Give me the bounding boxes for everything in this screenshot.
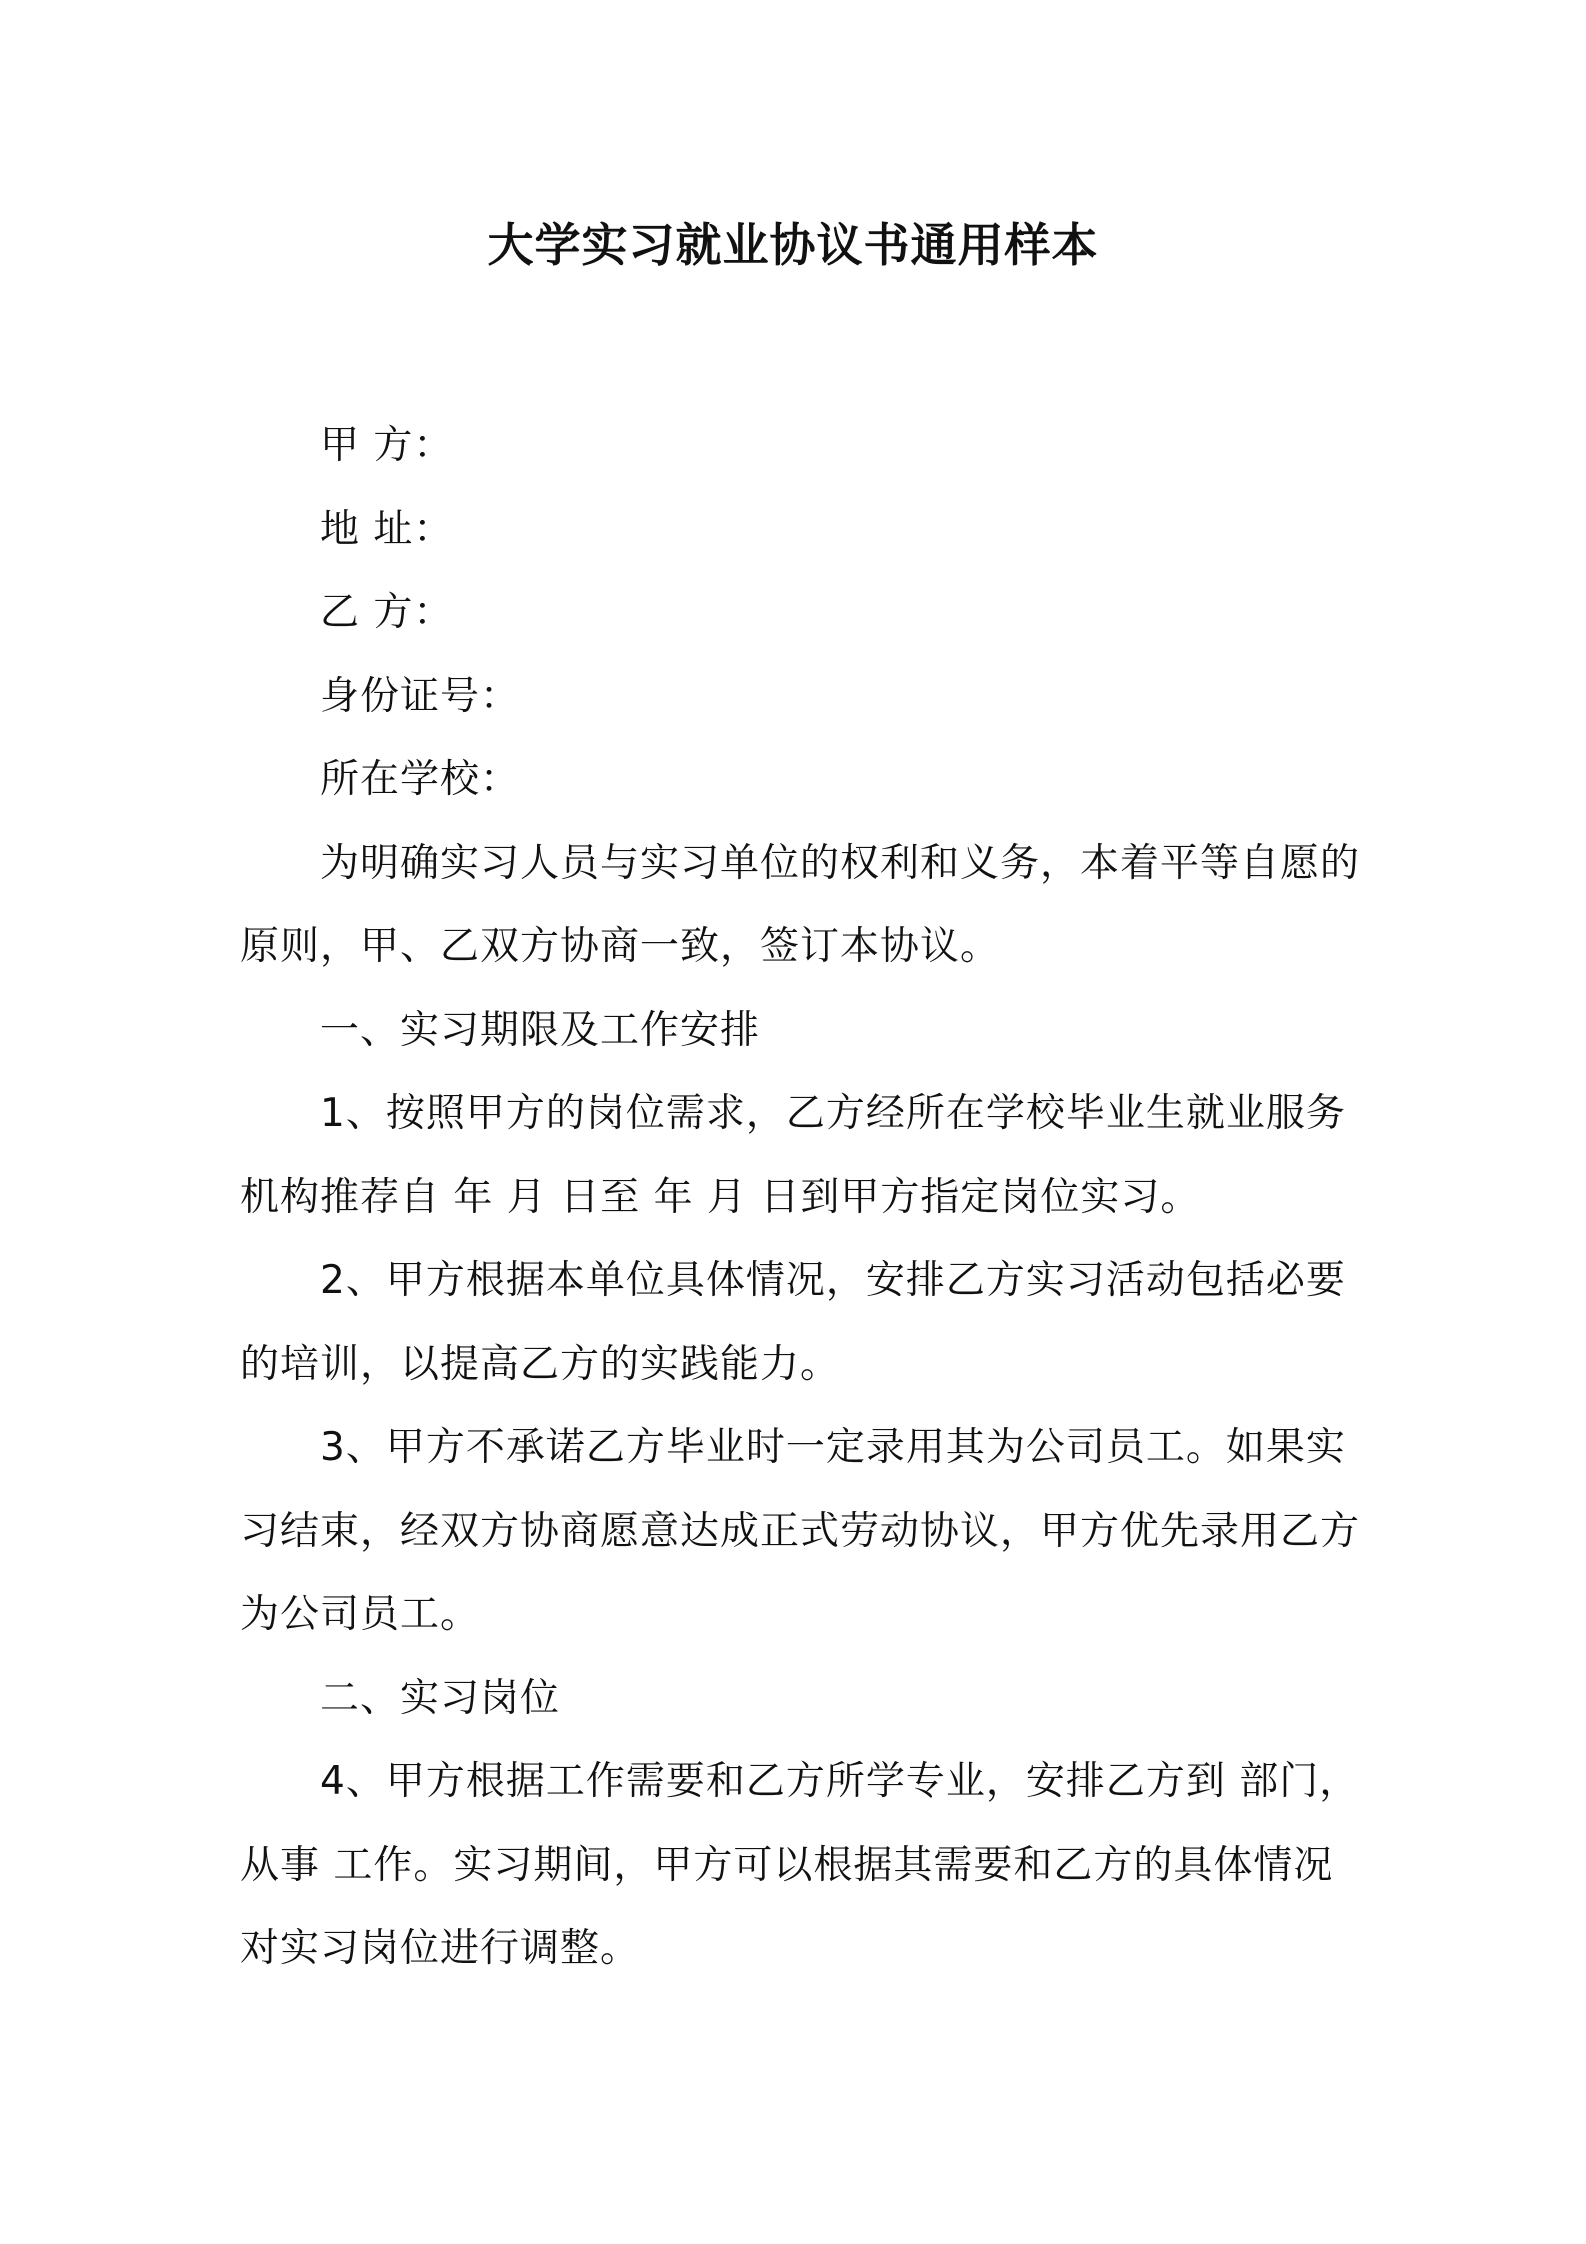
field-label: 甲 方：	[320, 423, 454, 468]
field-label: 所在学校：	[320, 757, 521, 802]
field-address	[240, 488, 1355, 572]
text-line: 1、按照甲方的岗位需求，乙方经所在学校毕业生就业服务	[320, 1091, 1346, 1136]
text-line: 3、甲方不承诺乙方毕业时一定录用其为公司员工。如果实	[320, 1425, 1346, 1470]
text-line: 2、甲方根据本单位具体情况，安排乙方实习活动包括必要	[320, 1258, 1346, 1303]
field-label: 地 址：	[320, 506, 454, 552]
text-line: 的培训，以提高乙方的实践能力。	[240, 1341, 841, 1387]
text-line: 对实习岗位进行调整。	[240, 1926, 641, 1971]
text-line: 机构推荐自 年 月 日至 年 月 日到甲方指定岗位实习。	[240, 1174, 1201, 1220]
field-school	[240, 738, 1355, 822]
paragraph-lines	[240, 822, 1361, 1991]
document-body	[240, 404, 1361, 1991]
text-line: 二、实习岗位	[320, 1675, 561, 1721]
text-line: 习结束，经双方协商愿意达成正式劳动协议，甲方优先录用乙方	[240, 1508, 1361, 1554]
text-line: 为明确实习人员与实习单位的权利和义务，本着平等自愿的	[320, 840, 1361, 886]
field-label: 乙 方：	[320, 590, 454, 635]
text-line: 从事 工作。实习期间，甲方可以根据其需要和乙方的具体情况	[240, 1842, 1334, 1888]
text-line: 4、甲方根据工作需要和乙方所学专业，安排乙方到 部门，	[320, 1759, 1360, 1804]
field-party-b	[240, 571, 1355, 655]
document-title: 大学实习就业协议书通用样本	[487, 218, 1099, 272]
field-id-number	[240, 655, 1355, 739]
field-party-a	[240, 404, 1355, 488]
text-line: 为公司员工。	[240, 1592, 481, 1637]
text-line: 原则，甲、乙双方协商一致，签订本协议。	[240, 924, 1001, 969]
field-label: 身份证号：	[320, 673, 521, 719]
text-line: 一、实习期限及工作安排	[320, 1007, 761, 1053]
